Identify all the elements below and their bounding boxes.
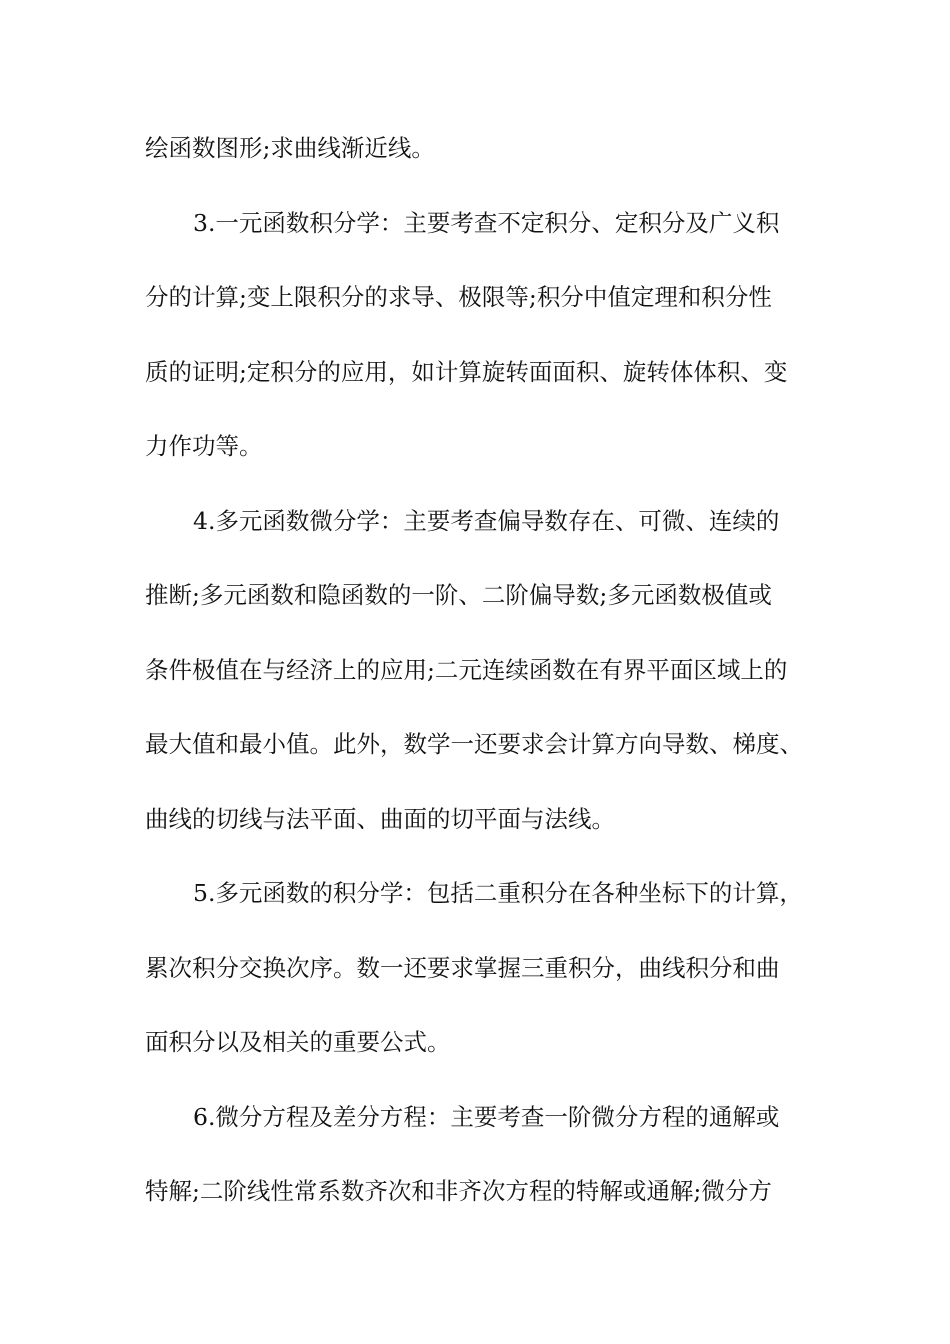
- text-line: 推断;多元函数和隐函数的一阶、二阶偏导数;多元函数极值或: [145, 581, 772, 609]
- text-line: 3.一元函数积分学：主要考查不定积分、定积分及广义积: [193, 208, 780, 237]
- text-line: 4.多元函数微分学：主要考查偏导数存在、可微、连续的: [193, 506, 780, 535]
- body-text: [145, 128, 835, 1246]
- text-line: 累次积分交换次序。数一还要求掌握三重积分，曲线积分和曲: [145, 953, 780, 982]
- text-line: 曲线的切线与法平面、曲面的切平面与法线。: [145, 804, 615, 833]
- text-line: 条件极值在与经济上的应用;二元连续函数在有界平面区域上的: [145, 655, 788, 684]
- text-line: 绘函数图形;求曲线渐近线。: [145, 134, 435, 162]
- text-line: 质的证明;定积分的应用，如计算旋转面面积、旋转体体积、变: [145, 357, 788, 386]
- text-line: 最大值和最小值。此外，数学一还要求会计算方向导数、梯度、: [145, 730, 803, 758]
- text-line: 力作功等。: [145, 432, 263, 460]
- text-line: 分的计算;变上限积分的求导、极限等;积分中值定理和积分性: [145, 283, 772, 311]
- text-line: 特解;二阶线性常系数齐次和非齐次方程的特解或通解;微分方: [145, 1177, 772, 1205]
- text-line: 5.多元函数的积分学：包括二重积分在各种坐标下的计算，: [193, 879, 803, 907]
- text-line: 面积分以及相关的重要公式。: [145, 1028, 451, 1056]
- text-line: 6.微分方程及差分方程：主要考查一阶微分方程的通解或: [193, 1102, 780, 1131]
